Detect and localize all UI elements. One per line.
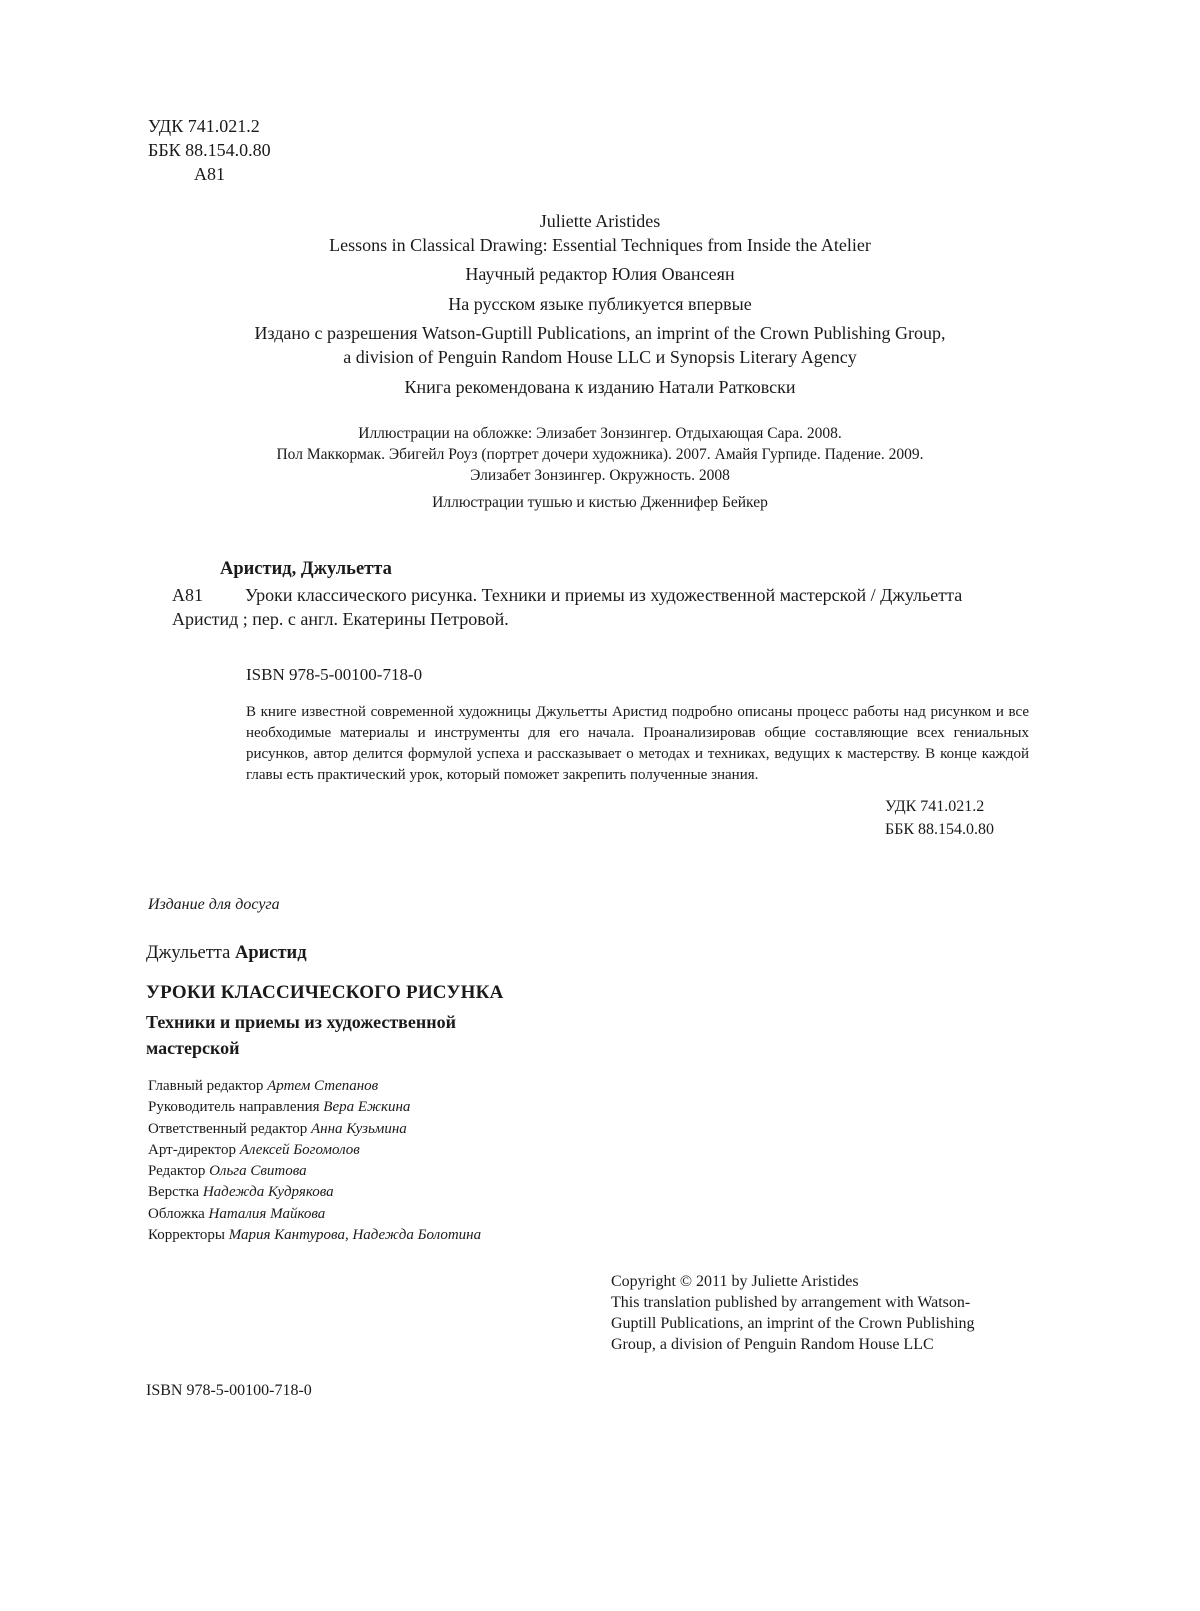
permission-line-1: Издано с разрешения Watson-Guptill Publications, an imprint of the Crown Publishing Group, xyxy=(254,323,946,343)
credit-row xyxy=(148,1140,481,1161)
credit-row xyxy=(148,1225,481,1246)
credit-person: Артем Степанов xyxy=(267,1078,379,1094)
scientific-editor: Научный редактор Юлия Овансеян xyxy=(465,264,735,284)
footer-isbn: ISBN 978-5-00100-718-0 xyxy=(146,1382,312,1399)
credit-person: Мария Кантурова, Надежда Болотина xyxy=(228,1227,482,1244)
recommended-note: Книга рекомендована к изданию Натали Ратковски xyxy=(404,377,796,397)
credit-role: Редактор xyxy=(148,1163,210,1180)
permission-line-2: a division of Penguin Random House LLC и Synopsis Literary Agency xyxy=(343,347,857,367)
imprint-author-first: Джульетта xyxy=(146,943,235,963)
imprint-subtitle: Техники и приемы из художественной мастерской xyxy=(146,1012,456,1058)
credit-row xyxy=(148,1204,481,1225)
credit-row xyxy=(148,1097,481,1118)
catalog-code: А81 xyxy=(172,585,203,605)
credit-person: Надежда Кудрякова xyxy=(202,1184,334,1201)
credit-role: Верстка xyxy=(148,1184,203,1201)
catalog-description: Уроки классического рисунка. Техники и приемы из художественной мастерской / Джульетта Аристид ; пер. с англ. Екатерины Петровой. xyxy=(172,585,963,629)
credits-list xyxy=(148,1076,481,1246)
catalog-author: Аристид, Джульетта xyxy=(220,559,392,579)
credit-person: Анна Кузьмина xyxy=(311,1120,407,1137)
cover-illustrations-line-2: Пол Маккормак. Эбигейл Роуз (портрет дочери художника). 2007. Амайя Гурпиде. Падение. 2009. xyxy=(276,446,924,463)
imprint-author-last: Аристид xyxy=(234,943,307,963)
credit-role: Руководитель направления xyxy=(148,1099,324,1116)
udk-code: УДК 741.021.2 xyxy=(148,116,260,136)
copyright-line-4: Group, a division of Penguin Random House LLC xyxy=(611,1336,934,1353)
author-mark: А81 xyxy=(194,164,225,184)
first-published-note: На русском языке публикуется впервые xyxy=(448,294,752,314)
ink-illustrations: Иллюстрации тушью и кистью Дженнифер Бейкер xyxy=(432,494,768,511)
catalog-bbk: ББК 88.154.0.80 xyxy=(885,821,995,838)
catalog-isbn: ISBN 978-5-00100-718-0 xyxy=(246,665,423,684)
original-author: Juliette Aristides xyxy=(539,211,661,231)
edition-type: Издание для досуга xyxy=(148,896,280,913)
credit-role: Ответственный редактор xyxy=(148,1120,312,1137)
copyright-line-1: Copyright © 2011 by Juliette Aristides xyxy=(611,1273,859,1290)
bbk-code: ББК 88.154.0.80 xyxy=(148,140,271,160)
credit-role: Главный редактор xyxy=(148,1078,268,1094)
credit-row xyxy=(148,1119,481,1140)
catalog-udk: УДК 741.021.2 xyxy=(885,798,985,815)
imprint-author xyxy=(146,943,307,964)
copyright-block xyxy=(611,1271,1041,1355)
copyright-line-2: This translation published by arrangement with Watson- xyxy=(611,1294,971,1311)
credit-person: Ольга Свитова xyxy=(209,1163,307,1180)
credit-row xyxy=(148,1182,481,1203)
credit-role: Обложка xyxy=(148,1205,209,1222)
credit-person: Наталия Майкова xyxy=(208,1205,326,1222)
cover-illustrations-line-1: Иллюстрации на обложке: Элизабет Зонзингер. Отдыхающая Сара. 2008. xyxy=(358,425,842,442)
cover-illustrations-line-3: Элизабет Зонзингер. Окружность. 2008 xyxy=(470,467,730,484)
catalog-entry xyxy=(172,583,1032,631)
credit-person: Алексей Богомолов xyxy=(239,1141,360,1158)
annotation: В книге известной современной художницы Джульетты Аристид подробно описаны процесс работы над рисунком и все необходимые материалы и инструменты для его начала. Проанализировав общие составляющие всех гениальных рисунков, автор делится формулой успеха и рассказывает о методах и техниках, ведущих к мастерству. В конце каждой главы есть практический урок, который поможет закрепить полученные знания. xyxy=(246,704,1029,783)
classification-block xyxy=(148,114,271,186)
credit-row xyxy=(148,1161,481,1182)
credit-person: Вера Ежкина xyxy=(323,1099,411,1116)
credit-role: Корректоры xyxy=(148,1227,229,1244)
original-title: Lessons in Classical Drawing: Essential Techniques from Inside the Atelier xyxy=(329,235,871,255)
credit-row xyxy=(148,1076,481,1097)
credit-role: Арт-директор xyxy=(148,1141,240,1158)
imprint-title: УРОКИ КЛАССИЧЕСКОГО РИСУНКА xyxy=(146,982,504,1003)
copyright-line-3: Guptill Publications, an imprint of the Crown Publishing xyxy=(611,1315,975,1332)
catalog-codes xyxy=(885,795,994,841)
